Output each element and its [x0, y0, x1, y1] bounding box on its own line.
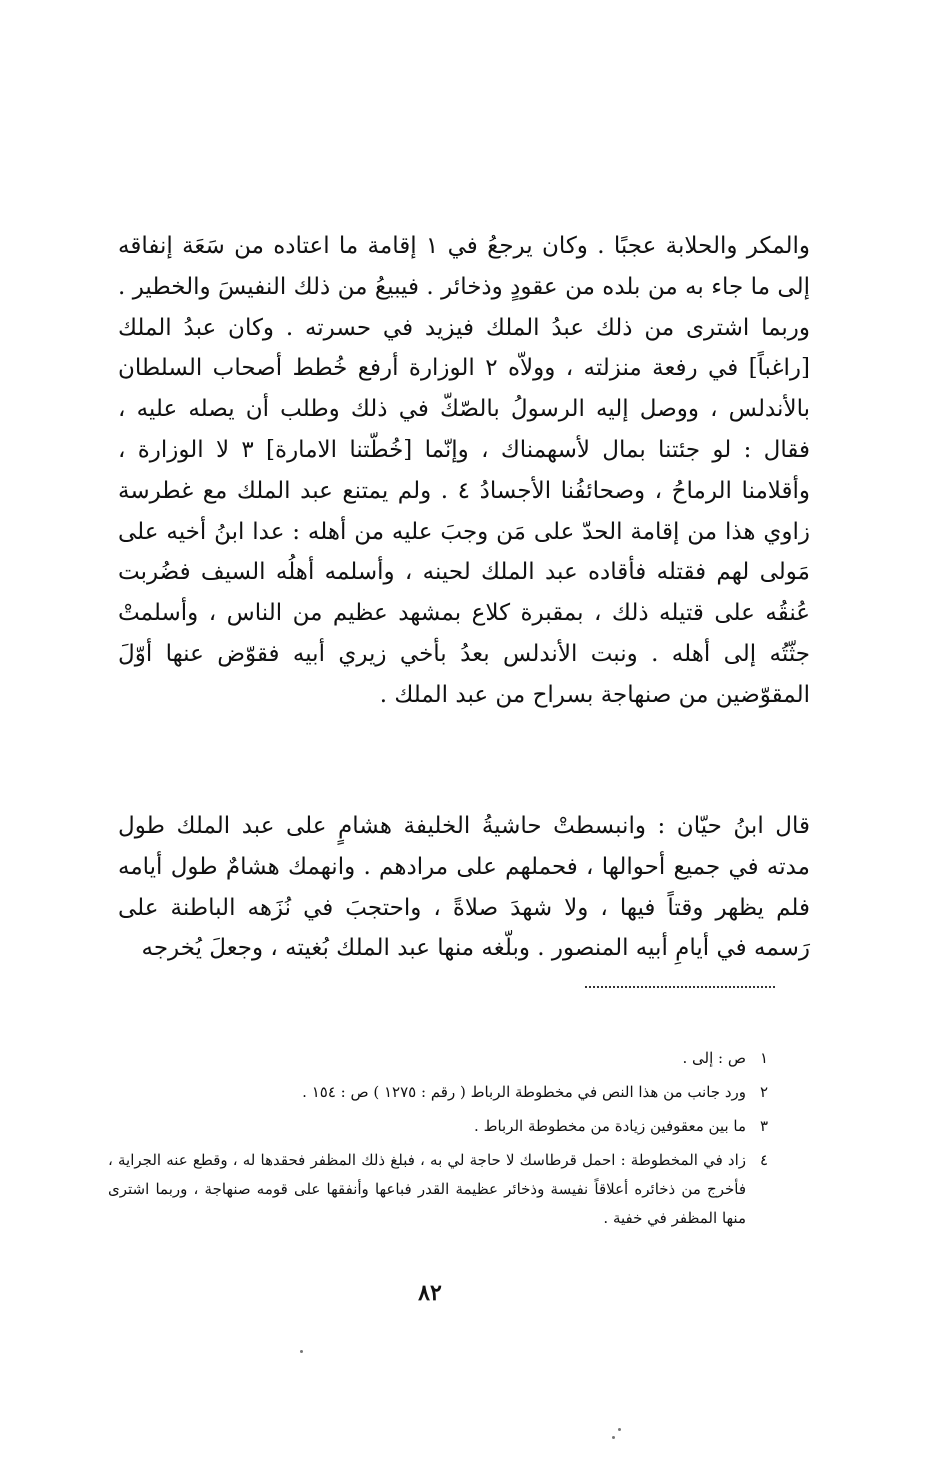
- footnote-number: ١: [759, 1049, 768, 1067]
- scan-speck: [300, 1350, 303, 1353]
- footnote-4: [108, 1146, 768, 1233]
- scan-speck: [612, 1436, 615, 1439]
- footnote-text: ص : إلى .: [682, 1049, 746, 1067]
- footnote-separator: [585, 986, 775, 988]
- page-number: ٨٢: [418, 1280, 442, 1306]
- footnote-number: ٤: [759, 1151, 768, 1169]
- body-paragraph-2: [118, 806, 810, 969]
- footnote-number: ٣: [759, 1117, 768, 1135]
- footnotes: [108, 1044, 768, 1238]
- footnote-text: ما بين معقوفين زيادة من مخطوطة الرباط .: [474, 1117, 746, 1135]
- footnote-text: ورد جانب من هذا النص في مخطوطة الرباط ( رقم : ١٢٧٥ ) ص : ١٥٤ .: [302, 1083, 746, 1101]
- footnote-3: [108, 1112, 768, 1141]
- body-paragraph-1: [118, 226, 810, 716]
- paragraph-1-text: والمكر والحلابة عجبًا . وكان يرجعُ في ١ إقامة ما اعتاده من سَعَة إنفاقه إلى ما جاء به من بلده من عقودٍ وذخائر . فيبيعُ من ذلك النفيسَ والخطير . وربما اشترى من ذلك عبدُ الملك فيزيد في حسرته . وكان عبدُ الملك [راغباً] في رفعة منزلته ، وولاّه ٢ الوزارة أرفع خُطط أصحاب السلطان بالأندلس ، ووصل إليه الرسولُ بالصّكّ في ذلك وطلب أن يصله عليه ، فقال : لو جئتنا بمال لأسهمناك ، وإنّما [خُطّتنا الامارة] ٣ لا الوزارة ، وأقلامنا الرماحُ ، وصحائفُنا الأجسادُ ٤ . ولم يمتنع عبد الملك مع غطرسة زاوي هذا من إقامة الحدّ على مَن وجبَ عليه من أهله : عدا ابنُ أخيه على مَولى لهم فقتله فأقاده عبد الملك لحينه ، وأسلمه أهلُه السيف فضُربت عُنقُه على قتيله ذلك ، بمقبرة كلاع بمشهد عظيم من الناس ، وأسلمتْ جثّتُه إلى أهله . ونبت الأندلس بعدُ بأخي زيري أبيه فقوّض عنها أوّلَ المقوّضين من صنهاجة بسراح من عبد الملك .: [118, 233, 810, 708]
- scan-speck: [618, 1428, 621, 1431]
- paragraph-2-text: قال ابنُ حيّان : وانبسطتْ حاشيةُ الخليفة هشامٍ على عبد الملك طول مدته في جميع أحوالها ، فحملهم على مرادهم . وانهمك هشامٌ طول أيامه فلم يظهر وقتاً فيها ، ولا شهدَ صلاةً ، واحتجبَ في نُزَهه الباطنة على رَسمه في أيامِ أبيه المنصور . وبلّغه منها عبد الملك بُغيته ، وجعلَ يُخرجه: [118, 813, 810, 962]
- footnote-1: [108, 1044, 768, 1073]
- footnote-text: زاد في المخطوطة : احمل قرطاسك لا حاجة لي به ، فبلغ ذلك المظفر فحقدها له ، وقطع عنه الجراية ، فأخرج من ذخائره أعلاقاً نفيسة وذخائر عظيمة القدر فباعها وأنفقها على قومه صنهاجة ، وربما اشترى منها المظفر في خفية .: [108, 1151, 746, 1227]
- footnote-number: ٢: [759, 1083, 768, 1101]
- footnote-2: [108, 1078, 768, 1107]
